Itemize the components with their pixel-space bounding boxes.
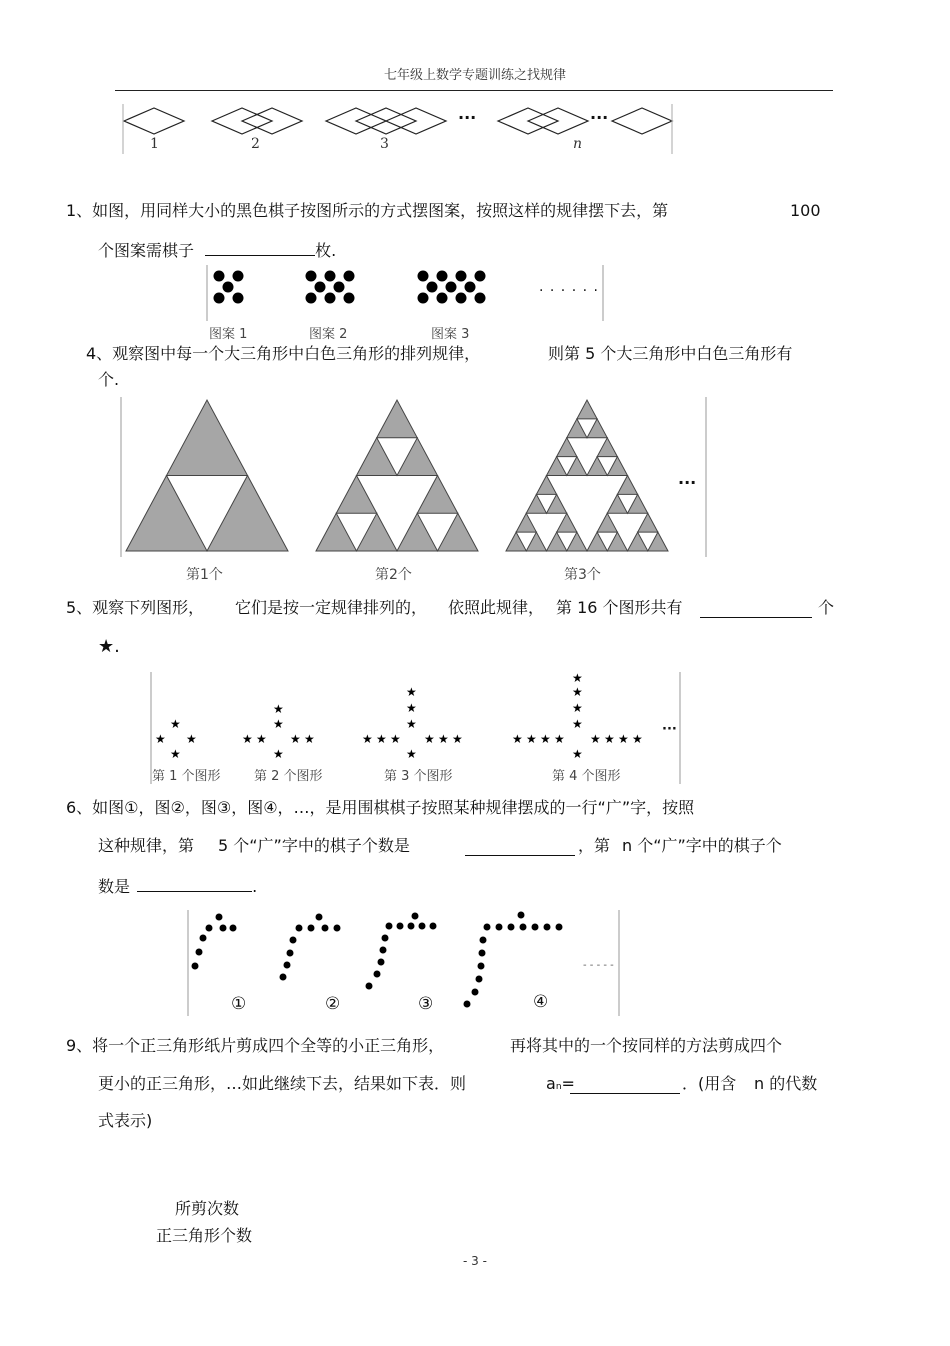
table-row1-header: 所剪次数: [175, 1199, 240, 1218]
q1-line1: [66, 201, 668, 221]
q5-line2: ★.: [98, 636, 120, 657]
q6-line2d: n 个“广”字中的棋子个: [622, 836, 782, 855]
stars-ellipsis: ···: [662, 722, 677, 737]
diamond-pattern-figure: [120, 104, 675, 154]
chess-pieces-figure: [205, 265, 605, 341]
guang-label-4: ④: [533, 992, 549, 1012]
pieces-label-3: 图案 3: [431, 327, 470, 342]
guang-ellipsis: - - - - -: [583, 960, 614, 971]
q1-line2: [98, 239, 336, 261]
q6-line2a: 这种规律，第: [98, 836, 195, 855]
pieces-label-1: 图案 1: [209, 327, 248, 342]
q1-answer-blank[interactable]: [205, 239, 315, 256]
q9-line1b: 再将其中的一个按同样的方法剪成四个: [510, 1036, 783, 1055]
q9-line2a: 更小的正三角形，…如此继续下去，结果如下表．则: [98, 1074, 467, 1093]
sierpinski-triangles-figure: [120, 397, 708, 583]
pieces-ellipsis: · · · · · ·: [539, 283, 599, 299]
triangles-ellipsis: ···: [678, 473, 697, 492]
header-rule: [115, 90, 833, 91]
guang-label-1: ①: [231, 994, 247, 1014]
q1-number: 100: [790, 201, 821, 220]
q6-line2c: ，第: [578, 836, 611, 855]
q9-n-subscript: n: [555, 1082, 562, 1092]
q4-line2: 个.: [98, 370, 120, 389]
triangle-label-3: 第3个: [564, 567, 601, 583]
q6-line3: [98, 875, 257, 897]
diamond-ellipsis-1: ···: [458, 108, 477, 127]
star-glyphs: ★ ★ ★ ★ ★ ★ ★ ★ ★ ★ ★ ★ ★ ★ ★ ★ ★ ★ ★ ★ ★ ★ ★ ★ ★ ★ ★ ★ ★ ★ ★ ★ ★ ★: [155, 671, 643, 761]
q5-part-c: 依照此规律，: [448, 598, 545, 617]
stars-label-3: 第 3 个图形: [384, 769, 453, 784]
diamond-ellipsis-2: ···: [590, 108, 609, 127]
q9-answer-blank[interactable]: [570, 1077, 680, 1094]
q9-line2e: n 的代数: [754, 1074, 818, 1093]
guang-dots-image: [187, 910, 621, 1016]
stars-label-1: 第 1 个图形: [152, 769, 221, 784]
guang-label-3: ③: [418, 994, 434, 1014]
guang-figure: [187, 910, 621, 1016]
q5-part-e: 个: [818, 598, 835, 617]
triangle-label-2: 第2个: [375, 567, 412, 583]
stars-label-2: 第 2 个图形: [254, 769, 323, 784]
q1-text-c: 个图案需棋子: [98, 241, 195, 260]
diamond-label-3: 3: [380, 136, 389, 152]
stars-figure: [150, 672, 682, 784]
q4-line1a: 4、观察图中每一个大三角形中白色三角形的排列规律，: [86, 344, 481, 363]
q1-text-a: 1、如图，用同样大小的黑色棋子按图所示的方式摆图案，按照这样的规律摆下去，第: [66, 201, 669, 220]
q9-a: a: [546, 1074, 556, 1093]
q4-line1b: 则第 5 个大三角形中白色三角形有: [548, 344, 793, 363]
q6-line3b: .: [252, 877, 258, 896]
stars-label-4: 第 4 个图形: [552, 769, 621, 784]
q6-line2b: 5 个“广”字中的棋子个数是: [218, 836, 410, 855]
q9-line3: 式表示): [98, 1111, 153, 1130]
q6-answer-blank-1[interactable]: [465, 839, 575, 856]
page-number: - 3 -: [463, 1254, 487, 1268]
q5-answer-blank[interactable]: [700, 601, 812, 618]
q9-equals: =: [561, 1074, 575, 1093]
triangle-label-1: 第1个: [186, 567, 223, 583]
q5-part-d: 第 16 个图形共有: [556, 598, 683, 617]
guang-label-2: ②: [325, 994, 341, 1014]
diamond-label-n: n: [573, 136, 583, 152]
q9-line2d: ．(用含: [682, 1074, 737, 1093]
q9-line1a: 9、将一个正三角形纸片剪成四个全等的小正三角形，: [66, 1036, 445, 1055]
q5-part-b: 它们是按一定规律排列的，: [235, 598, 428, 617]
q6-line1: 6、如图①，图②，图③，图④，…，是用围棋棋子按照某种规律摆成的一行“广”字，按照: [66, 798, 695, 817]
q5-part-a: 5、观察下列图形，: [66, 598, 205, 617]
diamond-label-1: 1: [150, 136, 159, 152]
table-row2-header: 正三角形个数: [156, 1226, 253, 1245]
page-header-title: 七年级上数学专题训练之找规律: [383, 68, 566, 83]
diamond-label-2: 2: [251, 136, 260, 152]
pieces-label-2: 图案 2: [309, 327, 348, 342]
sierpinski-triangles-image: [120, 397, 708, 557]
q1-text-d: 枚.: [315, 241, 337, 260]
q6-line3a: 数是: [98, 877, 131, 896]
q6-answer-blank-2[interactable]: [137, 875, 252, 892]
